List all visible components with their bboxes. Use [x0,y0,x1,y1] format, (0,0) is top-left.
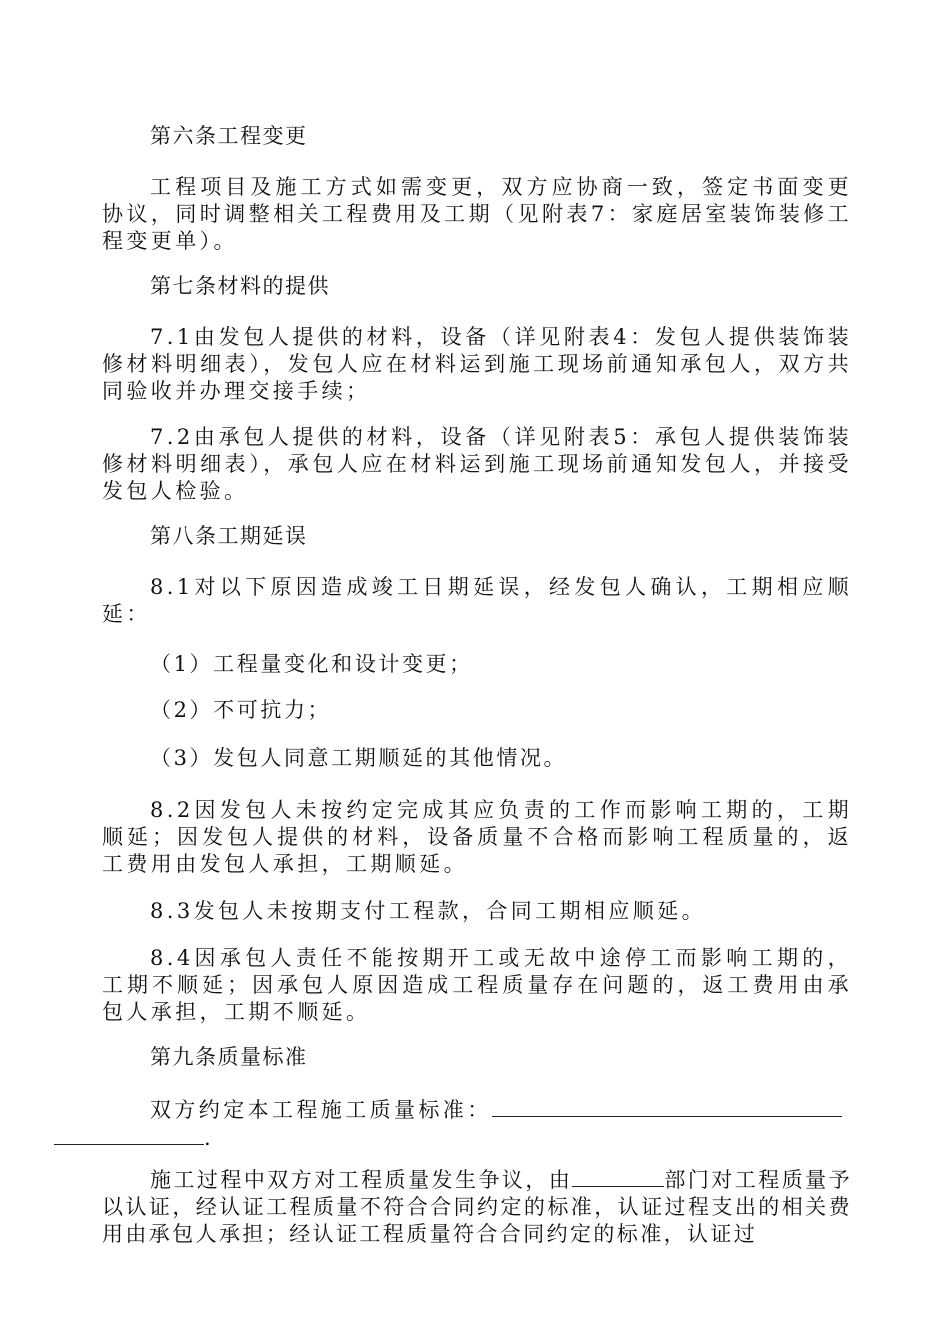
quality-standard-paragraph [102,1096,852,1152]
clause-8-2: 8.2因发包人未按约定完成其应负责的工作而影响工期的，工期顺延；因发包人提供的材料，设备质量不合格而影响工程质量的，返工费用由发包人承担，工期顺延。 [102,798,852,876]
quality-dispute-text-after: 部门对工程质量予以认证，经认证工程质量不符合合同约定的标准，认证过程支出的相关费用由承包人承担；经认证工程质量符合合同约定的标准，认证过 [102,1168,853,1246]
list-item-1: （1）工程量变化和设计变更； [150,652,473,676]
quality-standard-blank-continued [54,1124,204,1145]
article-9-title: 第九条质量标准 [150,1045,308,1069]
clause-8-4: 8.4因承包人责任不能按期开工或无故中途停工而影响工期的，工期不顺延；因承包人原因造成工程质量存在问题的，返工费用由承包人承担，工期不顺延。 [102,946,852,1024]
certification-department-blank [572,1166,664,1187]
article-7-title: 第七条材料的提供 [150,274,330,298]
clause-8-3: 8.3发包人未按期支付工程款，合同工期相应顺延。 [150,899,706,923]
quality-standard-end: . [204,1126,215,1150]
article-8-title: 第八条工期延误 [150,524,308,548]
article-6-body: 工程项目及施工方式如需变更，双方应协商一致，签定书面变更协议，同时调整相关工程费用及工期（见附表7：家庭居室装饰装修工程变更单）。 [102,175,852,253]
list-item-3: （3）发包人同意工期顺延的其他情况。 [150,746,568,770]
quality-standard-label: 双方约定本工程施工质量标准： [150,1098,492,1122]
clause-7-2: 7.2由承包人提供的材料，设备（详见附表5：承包人提供装饰装修材料明细表），承包人应在材料运到施工现场前通知发包人，并接受发包人检验。 [102,425,852,503]
quality-dispute-paragraph [102,1166,852,1248]
list-item-2: （2）不可抗力； [150,698,332,722]
clause-8-1: 8.1对以下原因造成竣工日期延误，经发包人确认，工期相应顺延： [102,575,852,626]
quality-standard-blank [492,1096,842,1117]
quality-dispute-text-before: 施工过程中双方对工程质量发生争议，由 [150,1168,573,1192]
article-6-title: 第六条工程变更 [150,124,308,148]
clause-7-1: 7.1由发包人提供的材料，设备（详见附表4：发包人提供装饰装修材料明细表），发包人应在材料运到施工现场前通知承包人，双方共同验收并办理交接手续； [102,325,852,403]
